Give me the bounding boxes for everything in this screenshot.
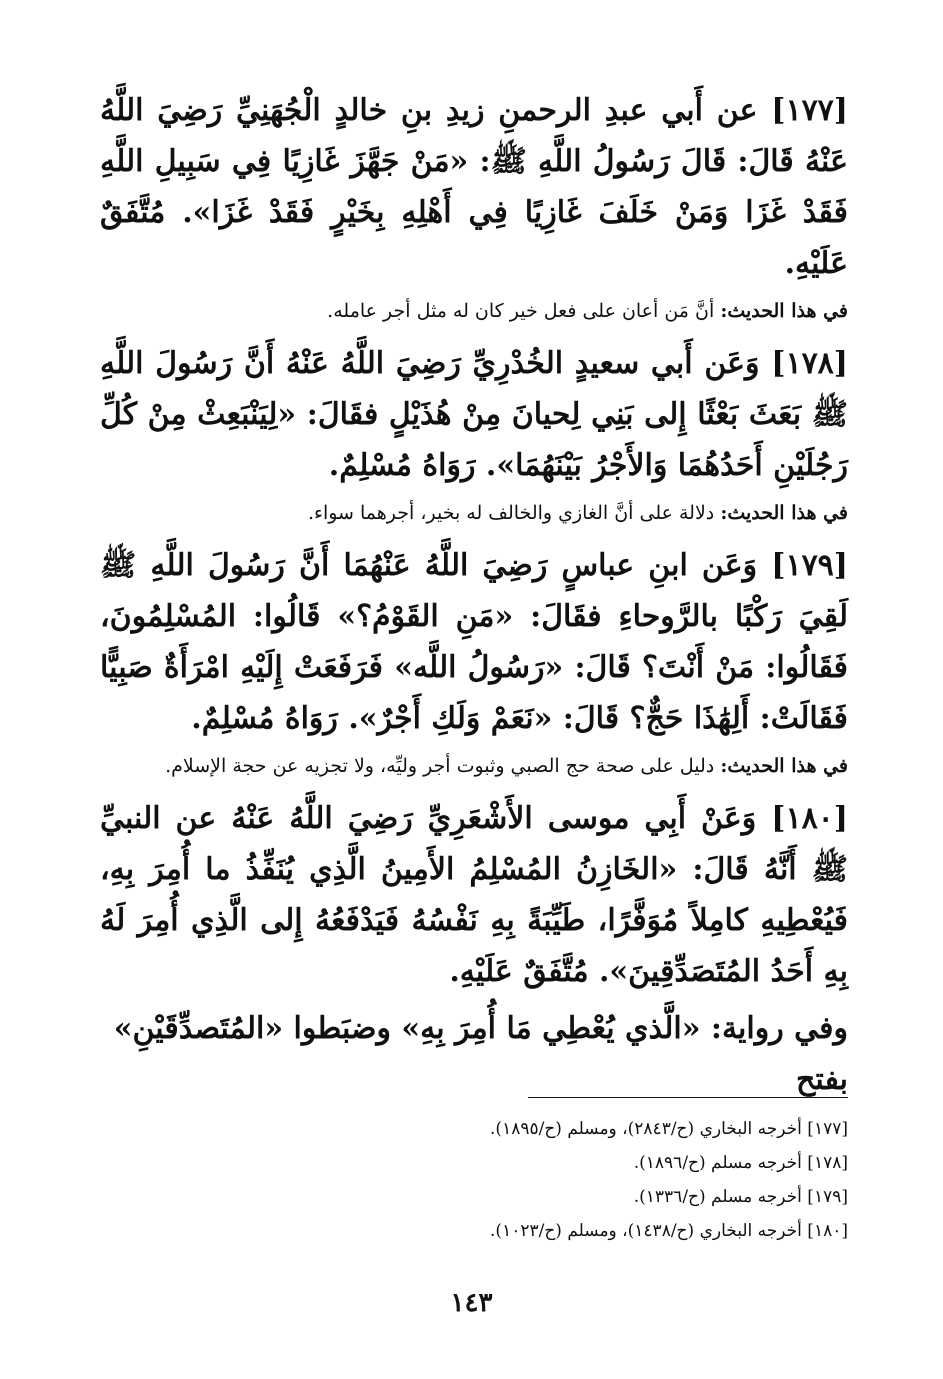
hadith-178-text: [١٧٨] وَعَن أَبي سعيدٍ الخُدْرِيِّ رَضِيَ اللَّهُ عَنْهُ أَنَّ رَسُولَ اللَّهِ ﷺ بَعَثَ بَعْثًا إِلى بَنِي لِحيانَ مِنْ هُذَيْلٍ فقَالَ: «لِيَنْبَعِثْ مِنْ كُلِّ رَجُلَيْنِ أَحَدُهُمَا وَالأَجْرُ بَيْنَهُمَا». رَوَاهُ مُسْلِمٌ. [100, 346, 848, 483]
hadith-180-text: [١٨٠] وَعَنْ أَبِي موسى الأَشْعَرِيِّ رَضِيَ اللَّهُ عَنْهُ عن النبيِّ ﷺ أَنَّهُ قَالَ: «الخَازِنُ المُسْلِمُ الأَمِينُ الَّذِي يُنَفِّذُ ما أُمِرَ بِهِ، فَيُعْطِيهِ كامِلاً مُوَفَّرًا، طَيِّبَةً بِهِ نَفْسُهُ فَيَدْفَعُهُ إِلى الَّذِي أُمِرَ لَهُ بِهِ أَحَدُ المُتَصَدِّقِينَ». مُتَّفَقٌ عَلَيْهِ. [100, 801, 848, 989]
lesson-178 [100, 497, 848, 530]
page-number: ١٤٣ [450, 1288, 493, 1318]
footnote-180: [١٨٠] أخرجه البخاري (ح/١٤٣٨)، ومسلم (ح/١٠٢٣). [490, 1221, 848, 1241]
footnote-177: [١٧٧] أخرجه البخاري (ح/٢٨٤٣)، ومسلم (ح/١٨٩٥). [490, 1119, 848, 1139]
riwaya-text: وفي رواية: «الَّذي يُعْطِي مَا أُمِرَ بِهِ» وضبَطوا «المُتَصدِّقَيْنِ» بفتح [113, 1011, 848, 1097]
footnote-179: [١٧٩] أخرجه مسلم (ح/١٣٣٦). [633, 1187, 848, 1207]
lesson-179 [100, 750, 848, 783]
lesson-text: دلالة على أنَّ الغازي والخالف له بخير، أجرهما سواء. [307, 502, 715, 524]
footnote-178: [١٧٨] أخرجه مسلم (ح/١٨٩٦). [633, 1153, 848, 1173]
page-body [100, 85, 848, 1105]
lesson-label: في هذا الحديث: [720, 755, 848, 777]
footnote-divider [528, 1097, 848, 1098]
footnotes [360, 1112, 848, 1248]
lesson-label: في هذا الحديث: [720, 300, 848, 322]
lesson-text: أنَّ مَن أعان على فعل خير كان له مثل أجر عامله. [327, 300, 715, 322]
hadith-179-text: [١٧٩] وَعَن ابنِ عباسٍ رَضِيَ اللَّهُ عَنْهُمَا أَنَّ رَسُولَ اللَّهِ ﷺ لَقِيَ رَكْبًا بالرَّوحاءِ فقَالَ: «مَنِ القَوْمُ؟» قَالُوا: المُسْلِمُونَ، فَقَالُوا: مَنْ أَنْتَ؟ قَالَ: «رَسُولُ اللَّه» فَرَفَعَتْ إِلَيْهِ امْرَأَةٌ صَبِيًّا فَقَالَتْ: أَلِهَٰذَا حَجٌّ؟ قَالَ: «نَعَمْ وَلَكِ أَجْرٌ». رَوَاهُ مُسْلِمٌ. [100, 548, 848, 736]
lesson-177 [100, 295, 848, 328]
lesson-label: في هذا الحديث: [720, 502, 848, 524]
lesson-text: دليل على صحة حج الصبي وثبوت أجر وليِّه، ولا تجزيه عن حجة الإسلام. [165, 755, 715, 777]
hadith-177-text: [١٧٧] عن أَبي عبدِ الرحمنِ زيدِ بنِ خالدٍ الْجُهَنِيِّ رَضِيَ اللَّهُ عَنْهُ قَالَ: قَالَ رَسُولُ اللَّهِ ﷺ: «مَنْ جَهَّزَ غَازِيًا فِي سَبِيلِ اللَّهِ فَقَدْ غَزَا وَمَنْ خَلَفَ غَازِيًا فِي أَهْلِهِ بِخَيْرٍ فَقَدْ غَزَا». مُتَّفَقٌ عَلَيْهِ. [100, 93, 848, 281]
